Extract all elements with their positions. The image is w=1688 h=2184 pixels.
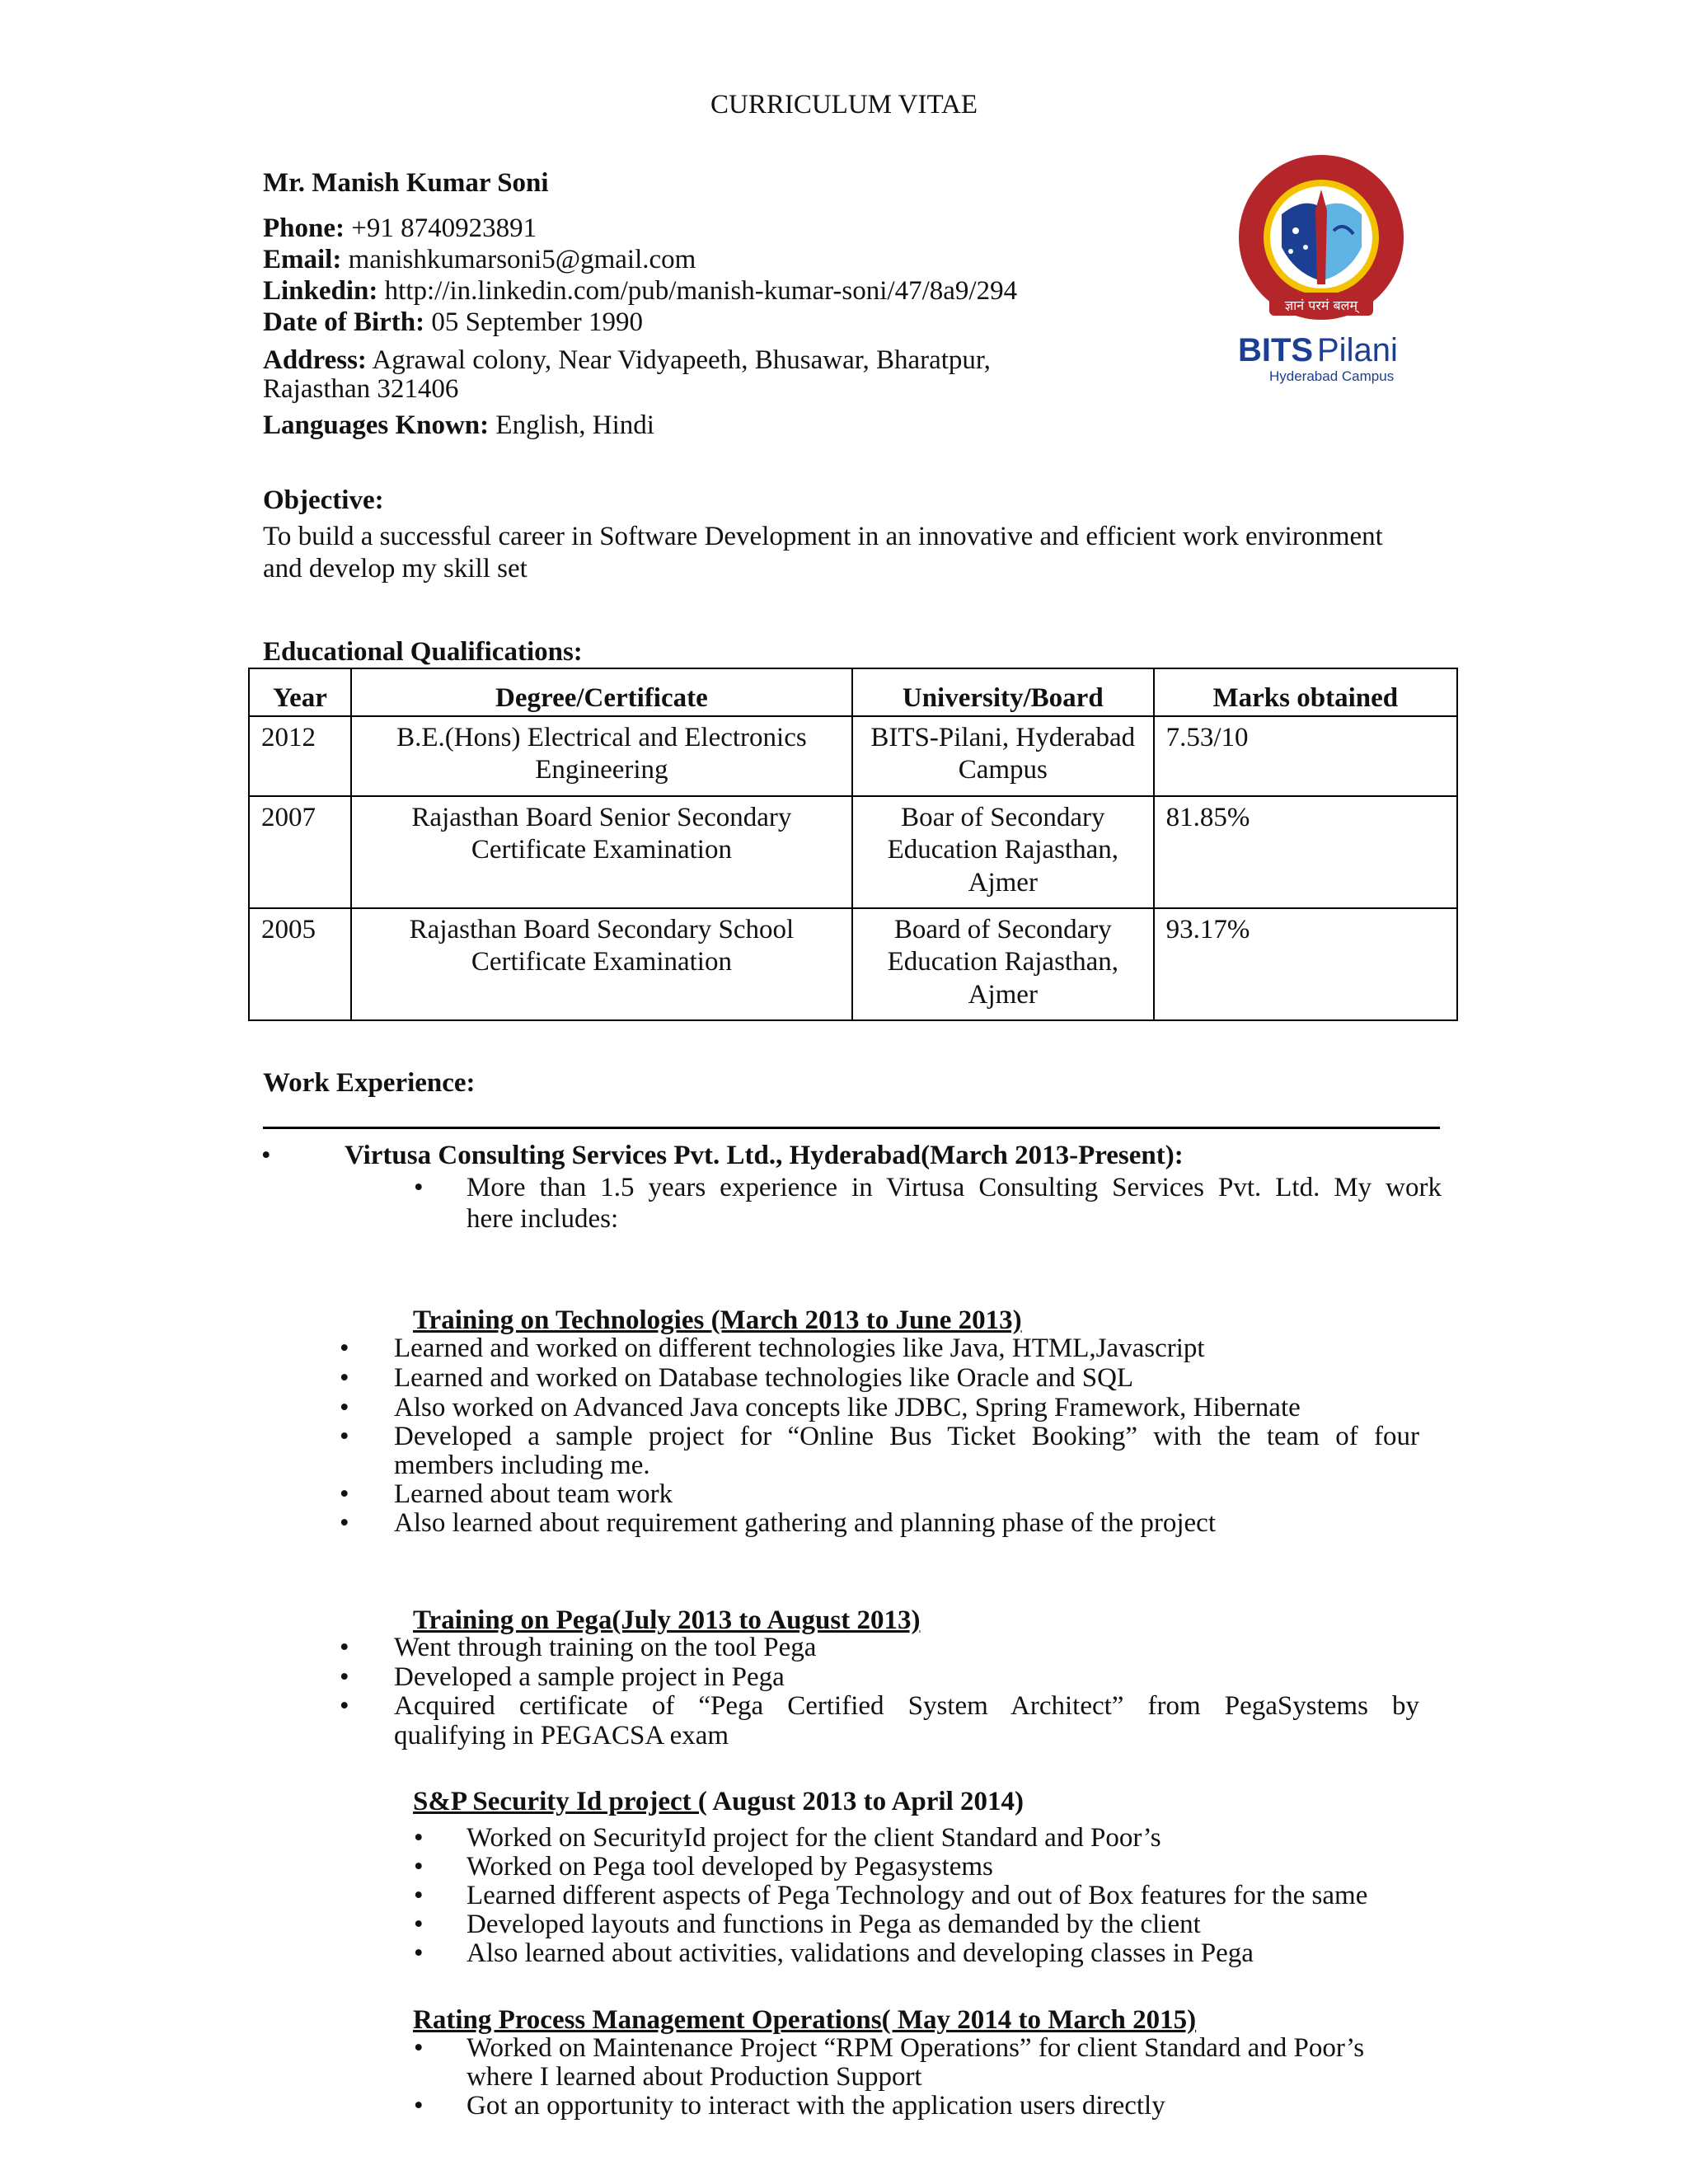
section-divider [263,1127,1440,1129]
list-item-text: qualifying in PEGACSA exam [394,1721,729,1750]
cell-marks: 7.53/10 [1154,716,1457,796]
company-name: Virtusa Consulting Services Pvt. Ltd., Hyderabad(March 2013-Present): [345,1141,1184,1170]
list-item-text: Worked on Pega tool developed by Pegasystems [467,1852,993,1882]
list-item-text: Worked on SecurityId project for the client Standard and Poor’s [467,1823,1161,1853]
linkedin-value: http://in.linkedin.com/pub/manish-kumar-soni/47/8a9/294 [384,276,1018,306]
list-item-text: Got an opportunity to interact with the application users directly [467,2091,1165,2121]
list-item [340,1362,1133,1394]
bullet-icon: • [340,1363,349,1393]
cell-degree-line: B.E.(Hons) Electrical and Electronics [396,722,807,752]
dob-line [263,307,643,339]
cell-year: 2005 [249,908,351,1020]
objective-heading: Objective: [263,485,384,515]
address-label: Address: [263,345,367,375]
svg-text:ज्ञानं परमं बलम्: ज्ञानं परमं बलम् [1284,298,1358,313]
objective-text-line1: To build a successful career in Software Development in an innovative and efficient work environment [263,522,1383,551]
list-item [340,1661,785,1694]
col-university: University/Board [852,668,1154,716]
table-row [249,796,1457,908]
linkedin-label: Linkedin: [263,276,378,306]
address-value-line2: Rajasthan 321406 [263,374,459,404]
candidate-name: Mr. Manish Kumar Soni [263,168,549,198]
bullet-icon: • [414,1173,424,1202]
table-row [249,908,1457,1020]
section-title-training-pega: Training on Pega(July 2013 to August 2013) [413,1605,921,1635]
list-item [340,1507,1216,1540]
list-item-text: Also learned about requirement gathering and planning phase of the project [394,1508,1216,1538]
cell-board-line: Boar of Secondary [901,802,1105,832]
cell-board [852,908,1154,1020]
address-value-line1: Agrawal colony, Near Vidyapeeth, Bhusawar, Bharatpur, [372,345,991,375]
cell-marks: 81.85% [1154,796,1457,908]
work-summary-line1: More than 1.5 years experience in Virtusa Consulting Services Pvt. Ltd. My work [467,1173,1442,1202]
cell-marks: 93.17% [1154,908,1457,1020]
phone-line [263,213,537,245]
bullet-icon: • [340,1508,349,1538]
list-item-text: Learned about team work [394,1479,673,1509]
phone-value: +91 8740923891 [351,213,537,243]
logo-brand-bold: BITS [1238,332,1314,368]
bullet-icon: • [340,1422,349,1451]
section-title-rpm-operations: Rating Process Management Operations( May 2014 to March 2015) [413,2005,1197,2035]
work-heading: Work Experience: [263,1068,476,1098]
list-item [414,1909,1201,1941]
list-item-text: Also worked on Advanced Java concepts like JDBC, Spring Framework, Hibernate [394,1393,1301,1422]
section-title-underlined-part: S&P Security Id project ( [413,1787,707,1816]
list-item [414,1822,1161,1854]
bullet-icon: • [340,1479,349,1509]
work-summary-line2: here includes: [467,1204,619,1234]
logo-brand-light: Pilani [1317,332,1398,368]
cell-degree [351,796,852,908]
section-title-rest: August 2013 to April 2014) [706,1787,1024,1816]
cell-degree [351,716,852,796]
list-item [340,1333,1205,1365]
objective-text-line2: and develop my skill set [263,554,528,583]
bullet-icon: • [414,1852,424,1882]
education-heading: Educational Qualifications: [263,637,583,667]
cell-board-line: Ajmer [968,867,1038,898]
linkedin-line [263,275,1017,307]
bullet-icon: • [340,1662,349,1692]
bullet-icon: • [340,1633,349,1662]
cell-board-line: Board of Secondary [893,914,1112,944]
languages-line [263,410,654,442]
dob-label: Date of Birth: [263,307,425,337]
col-marks: Marks obtained [1154,668,1457,716]
email-value: manishkumarsoni5@gmail.com [348,245,696,274]
list-item-text: Learned and worked on Database technologies like Oracle and SQL [394,1363,1134,1393]
list-item [414,1851,993,1883]
list-item-text: Learned and worked on different technologies like Java, HTML,Javascript [394,1333,1205,1363]
cell-board-line: Education Rajasthan, [887,947,1118,977]
list-item-text: Acquired certificate of “Pega Certified System Architect” from PegaSystems by [394,1691,1419,1721]
university-seal-icon [1236,148,1426,387]
cell-year: 2007 [249,796,351,908]
list-item [414,1938,1254,1970]
section-title-training-technologies: Training on Technologies (March 2013 to June 2013) [413,1305,1022,1335]
cell-degree-line: Rajasthan Board Senior Secondary [411,802,792,832]
cell-degree-line: Certificate Examination [471,835,732,865]
list-item-text: Worked on Maintenance Project “RPM Operations” for client Standard and Poor’s [467,2033,1365,2063]
table-row [249,716,1457,796]
bullet-icon: • [414,1938,424,1968]
list-item [340,1632,816,1664]
cell-board [852,796,1154,908]
bullet-icon: • [261,1141,271,1170]
list-item [414,2090,1165,2122]
bullet-icon: • [414,1823,424,1853]
list-item-text: Developed a sample project in Pega [394,1662,785,1692]
list-item-text: Went through training on the tool Pega [394,1633,817,1662]
education-table [248,668,1458,1021]
cell-degree-line: Certificate Examination [471,947,732,977]
education-table-header [249,668,1457,716]
bullet-icon: • [340,1333,349,1363]
list-item-text: members including me. [394,1451,650,1480]
document-title: CURRICULUM VITAE [710,90,978,120]
cell-board-line: Campus [958,755,1048,785]
col-year: Year [249,668,351,716]
cell-degree [351,908,852,1020]
list-item [340,1392,1301,1424]
bullet-icon: • [414,2091,424,2121]
bullet-icon: • [340,1691,349,1721]
col-degree: Degree/Certificate [351,668,852,716]
languages-value: English, Hindi [495,410,654,440]
list-item [414,2032,1364,2064]
list-item-text: Learned different aspects of Pega Technology and out of Box features for the same [467,1881,1368,1910]
email-line [263,244,696,276]
cell-board [852,716,1154,796]
bits-pilani-logo [1236,148,1426,387]
bullet-icon: • [414,1881,424,1910]
cell-degree-line: Rajasthan Board Secondary School [409,914,795,944]
list-item-text: where I learned about Production Support [467,2062,922,2092]
section-title-security-id [413,1786,1024,1818]
cell-board-line: BITS-Pilani, Hyderabad [870,722,1136,752]
email-label: Email: [263,245,342,274]
list-item [414,1880,1367,1912]
list-item-text: Developed a sample project for “Online Bus Ticket Booking” with the team of four [394,1422,1419,1451]
list-item-text: Also learned about activities, validations and developing classes in Pega [467,1938,1254,1968]
logo-campus: Hyderabad Campus [1269,368,1395,384]
cell-degree-line: Engineering [535,755,668,785]
cell-board-line: Ajmer [968,979,1038,1010]
dob-value: 05 September 1990 [431,307,643,337]
languages-label: Languages Known: [263,410,490,440]
cell-year: 2012 [249,716,351,796]
address-line [263,344,991,377]
list-item [340,1479,673,1511]
phone-label: Phone: [263,213,345,243]
cell-board-line: Education Rajasthan, [887,835,1118,865]
list-item-text: Developed layouts and functions in Pega as demanded by the client [467,1910,1201,1939]
bullet-icon: • [414,2033,424,2063]
bullet-icon: • [414,1910,424,1939]
bullet-icon: • [340,1393,349,1422]
